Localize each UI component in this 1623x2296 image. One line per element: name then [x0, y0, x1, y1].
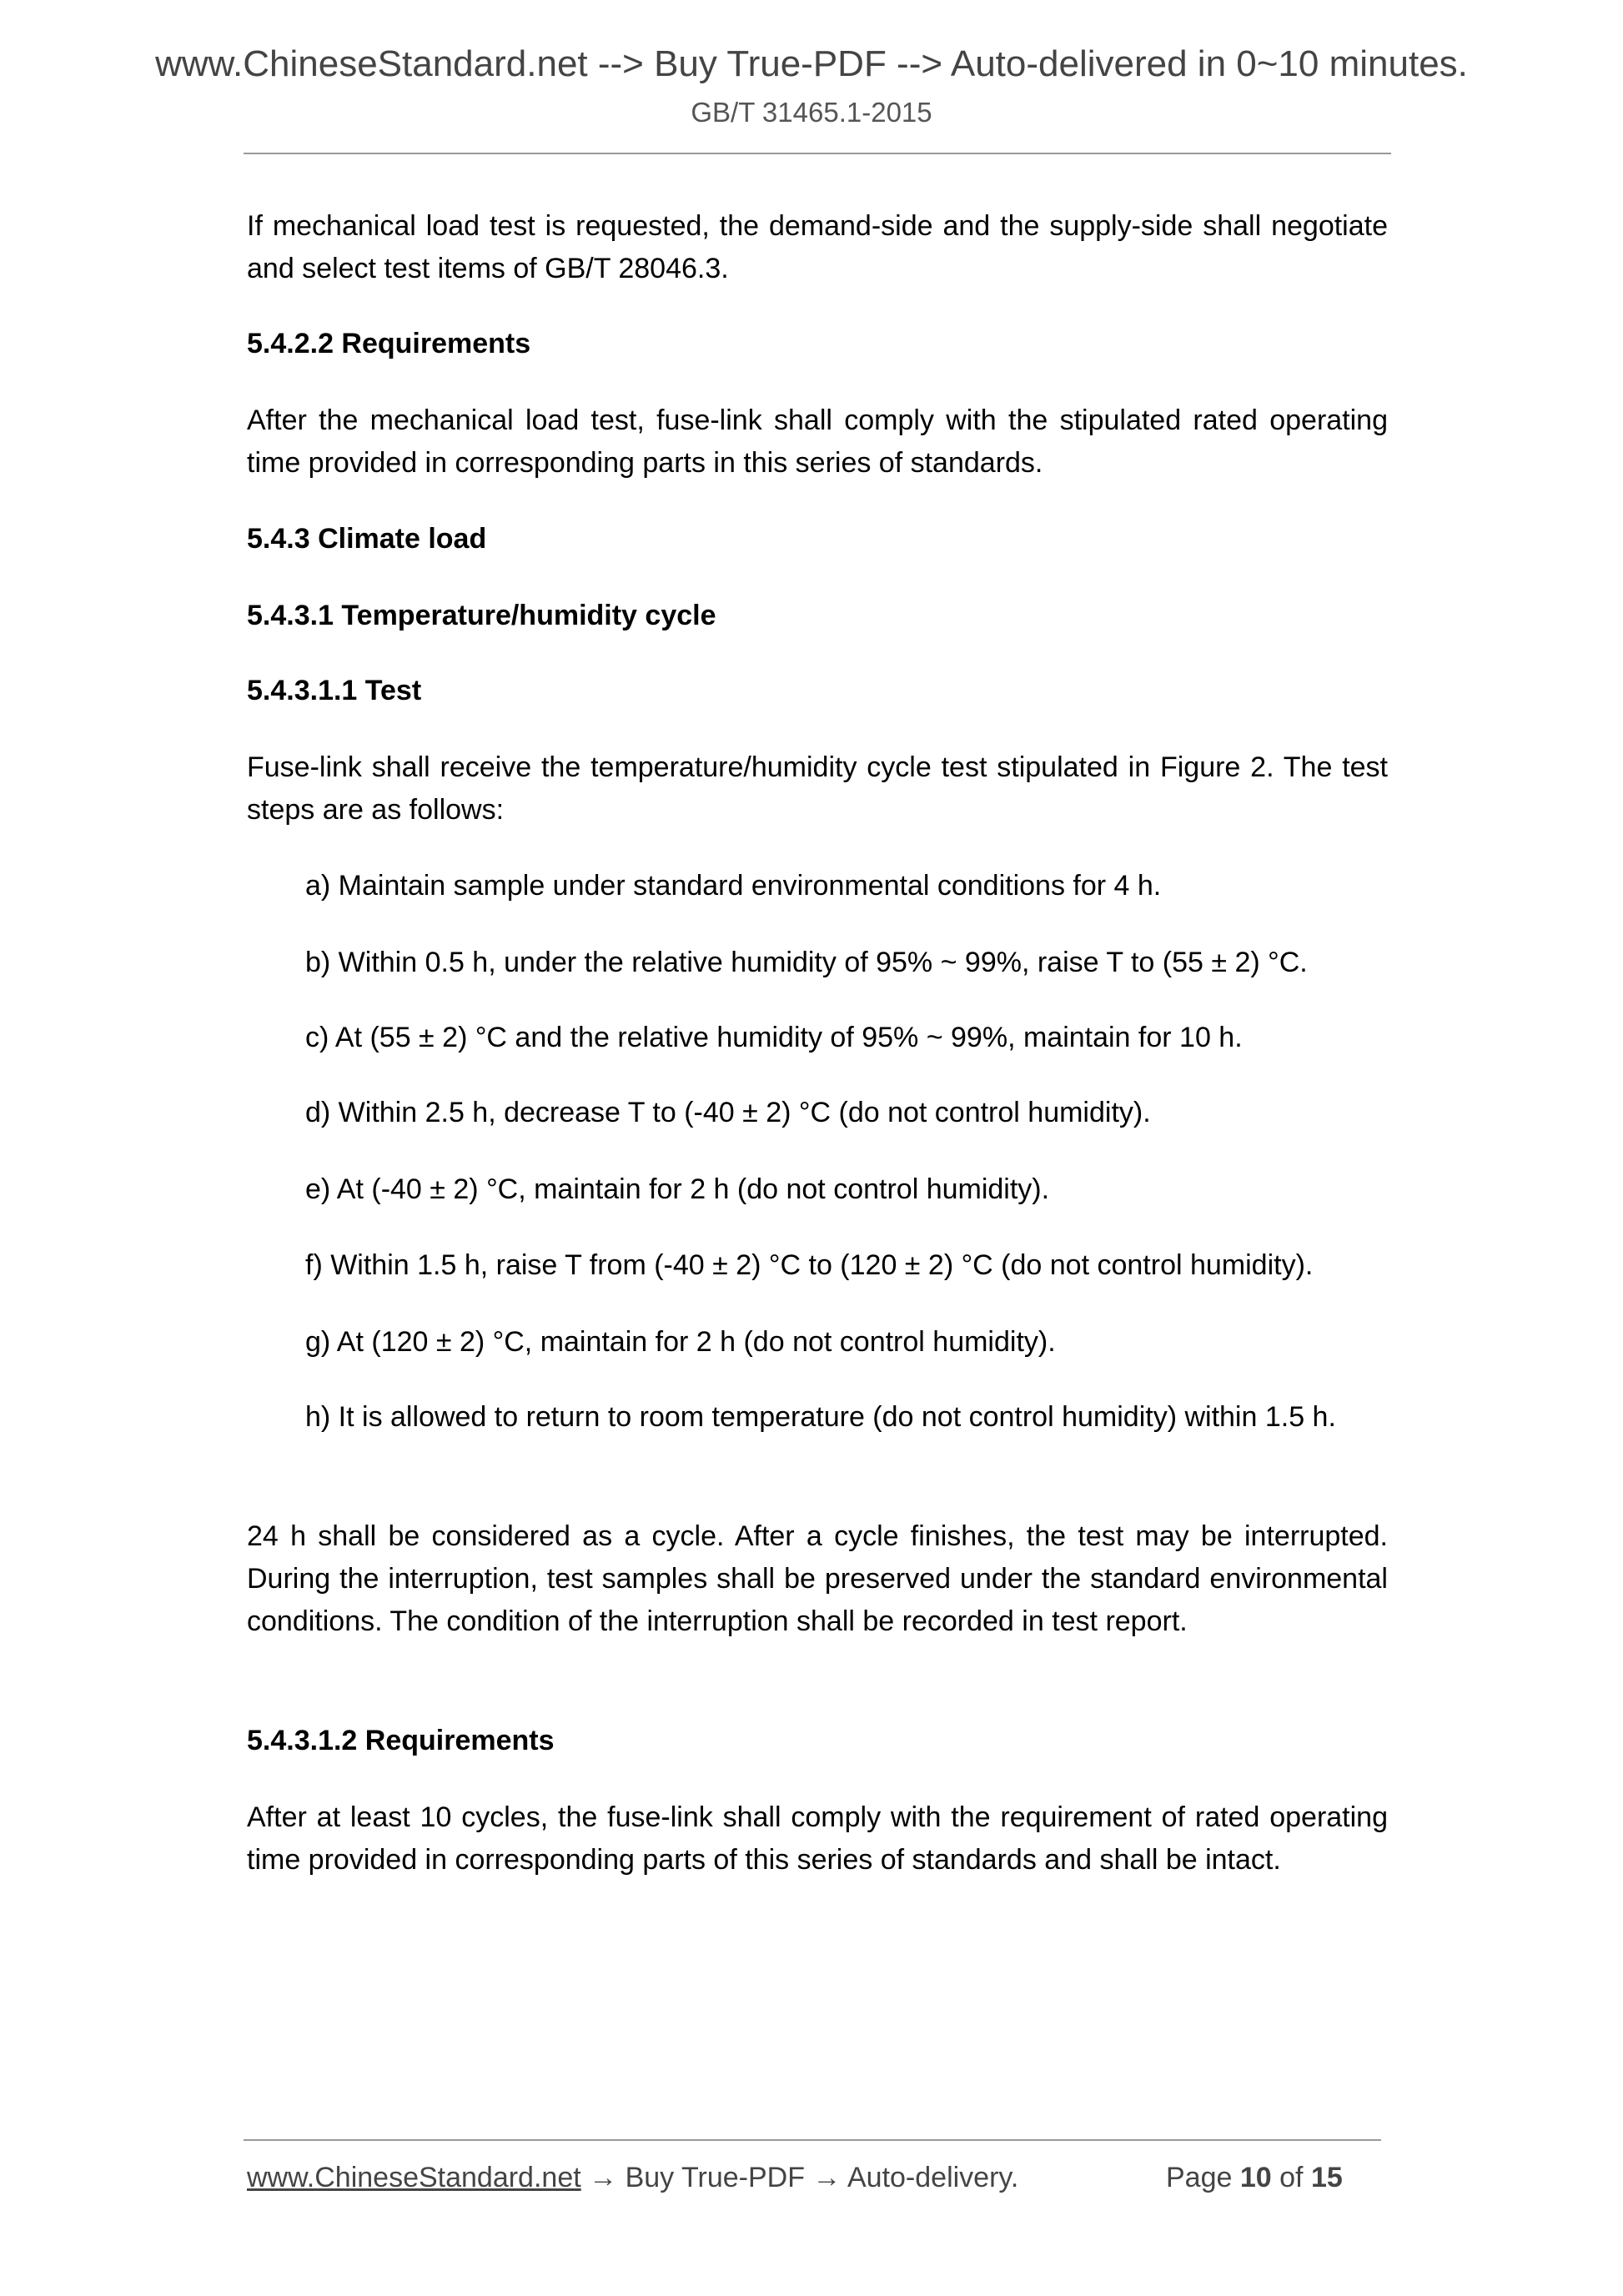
list-item: d) Within 2.5 h, decrease T to (-40 ± 2) °C (do not control humidity). [305, 1097, 1151, 1128]
page-number [1166, 2162, 1343, 2194]
list-item: a) Maintain sample under standard environmental conditions for 4 h. [305, 870, 1162, 902]
footer-divider [244, 2139, 1381, 2141]
of-label: of [1279, 2162, 1304, 2193]
section-heading: 5.4.3.1.2 Requirements [247, 1725, 555, 1756]
list-item: e) At (-40 ± 2) °C, maintain for 2 h (do not control humidity). [305, 1173, 1050, 1205]
total-pages: 15 [1310, 2162, 1343, 2193]
list-item: h) It is allowed to return to room temperature (do not control humidity) within 1.5 h. [305, 1401, 1336, 1433]
document-id: GB/T 31465.1-2015 [691, 97, 932, 128]
section-heading: 5.4.3.1.1 Test [247, 675, 422, 706]
footer-text [247, 2162, 1018, 2194]
paragraph: Fuse-link shall receive the temperature/humidity cycle test stipulated in Figure 2. The test steps are as follows: [247, 751, 1388, 826]
website-link[interactable]: www.ChineseStandard.net [247, 2162, 581, 2193]
list-item: f) Within 1.5 h, raise T from (-40 ± 2) °C to (120 ± 2) °C (do not control humidity). [305, 1249, 1314, 1281]
current-page: 10 [1239, 2162, 1272, 2193]
section-heading: 5.4.3 Climate load [247, 523, 487, 555]
paragraph: If mechanical load test is requested, the demand-side and the supply-side shall negotiate and select test items of GB/T 28046.3. [247, 210, 1388, 284]
paragraph: 24 h shall be considered as a cycle. After a cycle finishes, the test may be interrupted. During the interruption, test samples shall be preserved under the standard environmental conditions. The condition of the interruption shall be recorded in test report. [247, 1520, 1388, 1637]
list-item: c) At (55 ± 2) °C and the relative humidity of 95% ~ 99%, maintain for 10 h. [305, 1022, 1243, 1053]
list-item: b) Within 0.5 h, under the relative humidity of 95% ~ 99%, raise T to (55 ± 2) °C. [305, 947, 1308, 978]
section-heading: 5.4.2.2 Requirements [247, 328, 531, 359]
page-label: Page [1166, 2162, 1233, 2193]
header-banner: www.ChineseStandard.net --> Buy True-PDF --> Auto-delivered in 0~10 minutes. [155, 43, 1468, 84]
list-item: g) At (120 ± 2) °C, maintain for 2 h (do not control humidity). [305, 1326, 1056, 1358]
paragraph: After the mechanical load test, fuse-link shall comply with the stipulated rated operating time provided in corresponding parts in this series of standards. [247, 404, 1388, 479]
header-divider [244, 153, 1391, 154]
section-heading: 5.4.3.1 Temperature/humidity cycle [247, 600, 716, 631]
paragraph: After at least 10 cycles, the fuse-link shall comply with the requirement of rated operating time provided in corresponding parts of this series of standards and shall be intact. [247, 1801, 1388, 1876]
footer-tagline: → Buy True-PDF → Auto-delivery. [580, 2162, 1019, 2193]
